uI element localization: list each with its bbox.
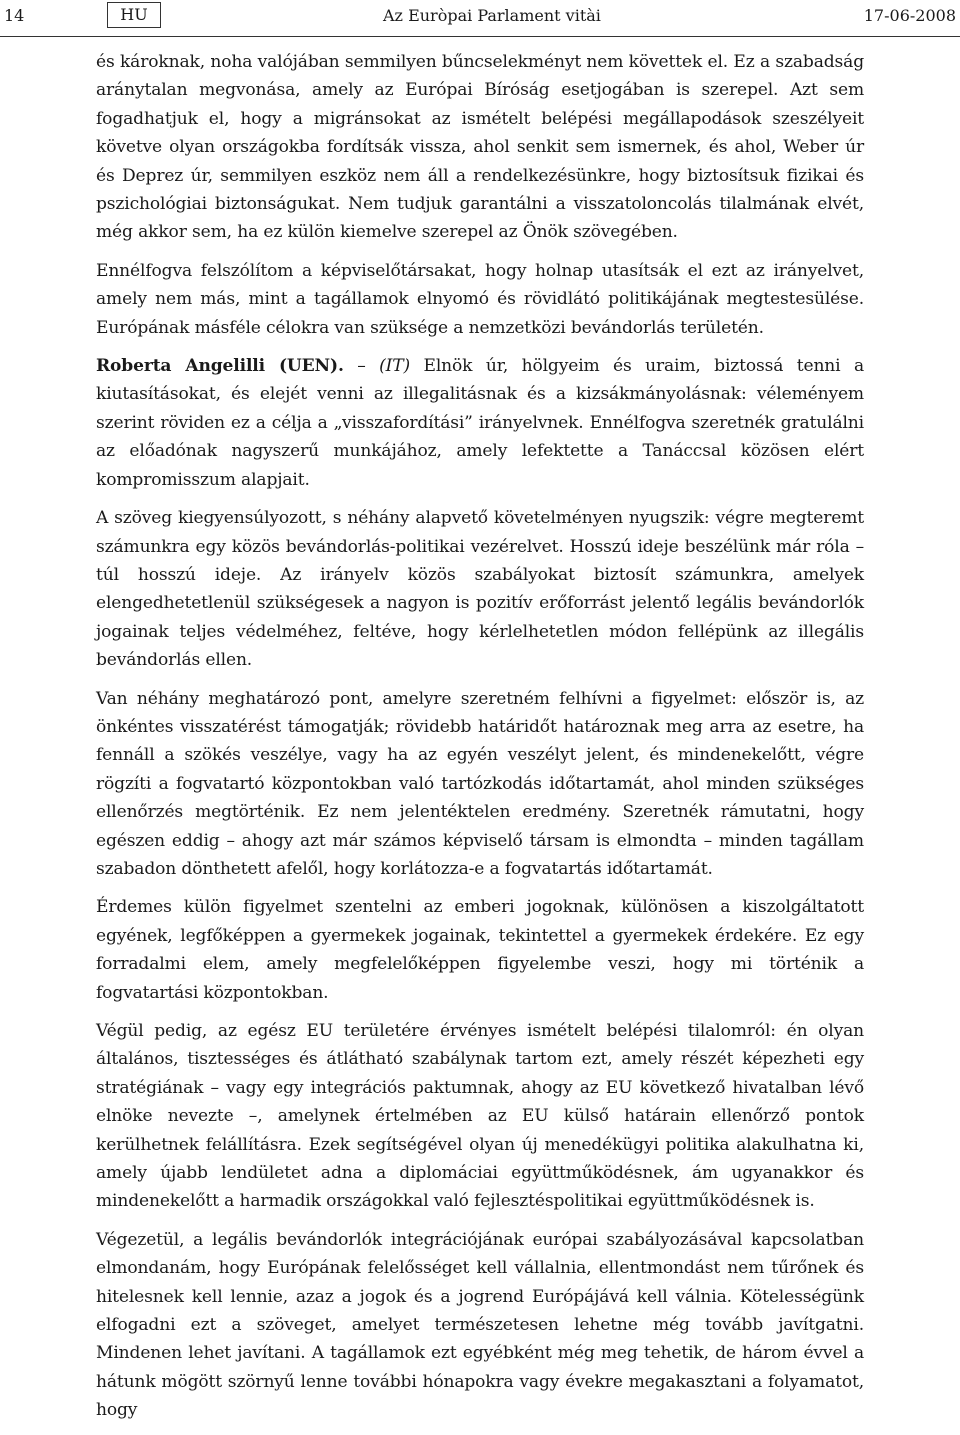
- speech-paragraph: [96, 352, 864, 494]
- paragraph: Van néhány meghatározó pont, amelyre szeretném felhívni a figyelmet: először is, az önkéntes visszatérést támogatják; rövidebb határidőt határoznak meg arra az esetre, ha fennáll a szökés veszélye, vagy ha az egyén veszélyt jelent, és mindenekelőtt, végre rögzíti a fogvatartó központokban való tartózkodás időtartamát, ahol minden szükséges ellenőrzés megtörténik. Ez nem jelentéktelen eredmény. Szeretnék rámutatni, hogy egészen eddig – ahogy azt már számos képviselő társam is elmondta – minden tagállam szabadon dönthetett afelől, hogy korlátozza-e a fogvatartás időtartamát.: [96, 688, 864, 879]
- document-body: [96, 48, 864, 1435]
- speech-dash: –: [343, 356, 380, 377]
- language-code-box: HU: [107, 2, 161, 28]
- paragraph: Végül pedig, az egész EU területére érvényes ismételt belépési tilalomról: én olyan általános, tisztességes és átlátható szabálynak tartom ezt, amely részét képezheti egy stratégiának – vagy egy integrációs paktumnak, ahogy az EU következő hivatalban lévő elnöke nevezte –, amelynek értelmében az EU külső határain ellenőrző pontok kerülhetnek felállításra. Ezek segítségével olyan új menedékügyi politika alakulhatna ki, amely újabb lendületet adna a diplomáciai együttműködésnek, ám ugyanakkor és mindenekelőtt a harmadik országokkal való fejlesztéspolitikai együttműködésnek is.: [96, 1021, 864, 1212]
- speech-language-tag: (IT): [379, 356, 411, 377]
- paragraph: Ennélfogva felszólítom a képviselőtársakat, hogy holnap utasítsák el ezt az irányelvet, amely nem más, mint a tagállamok elnyomó és rövidlátó politikájának megtestesülése. Európának másféle célokra van szüksége a nemzetközi bevándorlás területén.: [96, 260, 864, 338]
- page-number: 14: [4, 6, 25, 25]
- paragraph: Érdemes külön figyelmet szentelni az emberi jogoknak, különösen a kiszolgáltatott egyének, legfőképpen a gyermekek jogainak, tekintettel a gyermekek érdekére. Ez egy forradalmi elem, amely megfelelőképpen figyelembe veszi, hogy mi történik a fogvatartási központokban.: [96, 897, 864, 1003]
- paragraph: Végezetül, a legális bevándorlók integrációjának európai szabályozásával kapcsolatban elmondanám, hogy Európának felelősséget kell vállalnia, ellentmondást nem tűrőnek és hitelesnek kell lennie, azaz a jogok és a jogrend Európájává kell válnia. Kötelességünk elfogadni ezt a szöveget, amelyet természetesen lehetne még tovább javítgatni. Mindenen lehet javítani. A tagállamok ezt egyébként még meg tehetik, de három évvel a hátunk mögött szörnyű lenne további hónapokra vagy évekre megakasztani a folyamatot, hogy: [96, 1229, 864, 1421]
- paragraph: és károknak, noha valójában semmilyen bűncselekményt nem követtek el. Ez a szabadság aránytalan megvonása, amely az Európai Bíróság esetjogában is szerepel. Azt sem fogadhatjuk el, hogy a migránsokat az ismételt belépési megállapodások szeszélyeit követve olyan országokba fordítsák vissza, ahol senkit sem ismernek, és ahol, Weber úr és Deprez úr, semmilyen eszköz nem áll a rendelkezésünkre, hogy biztosítsuk fizikai és pszichológiai biztonságukat. Nem tudjuk garantálni a visszatoloncolás tilalmának elvét, még akkor sem, ha ez külön kiemelve szerepel az Önök szövegében.: [96, 52, 864, 243]
- speech-text: Elnök úr, hölgyeim és uraim, biztossá tenni a kiutasításokat, és elejét venni az illegalitásnak és a kizsákmányolásnak: véleményem szerint röviden ez a célja a „visszafordítási” irányelvnek. Ennélfogva szeretnék gratulálni az előadónak nagyszerű munkájához, amely lefektette a Tanáccsal közösen elért kompromisszum alapjait.: [96, 356, 864, 490]
- paragraph: A szöveg kiegyensúlyozott, s néhány alapvető követelményen nyugszik: végre megteremt számunkra egy közös bevándorlás-politikai vezérelvet. Hosszú ideje beszélünk már róla – túl hosszú ideje. Az irányelv közös szabályokat biztosít számunkra, amelyek elengedhetetlenül szükségesek a nagyon is pozitív erőforrást jelentő legális bevándorlók jogainak teljes védelméhez, feltéve, hogy kérlelhetetlen módon fellépünk az illegális bevándorlás ellen.: [96, 508, 864, 671]
- document-date: 17-06-2008: [863, 6, 956, 25]
- speaker-name: Roberta Angelilli (UEN).: [96, 356, 344, 377]
- document-title: Az Euròpai Parlament vitài: [383, 6, 601, 25]
- page-header: [0, 0, 960, 37]
